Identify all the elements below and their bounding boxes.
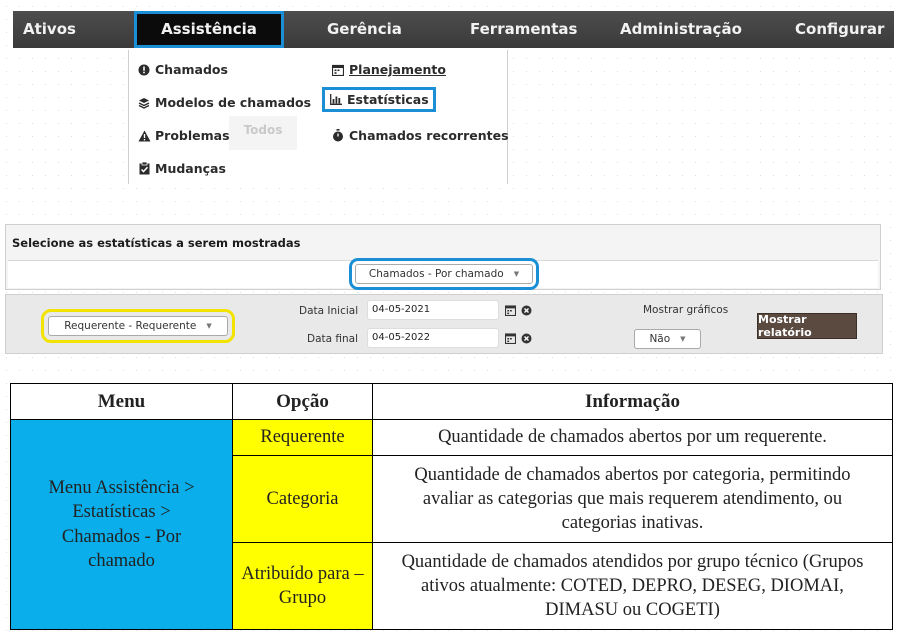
show-graphs-select[interactable] (634, 329, 701, 349)
end-date-label: Data final (307, 333, 359, 345)
header-menu: Menu (11, 384, 233, 420)
chevron-down-icon: ▼ (680, 335, 686, 343)
exclamation-circle-icon (137, 64, 151, 76)
menu-item-label: Estatísticas (347, 92, 429, 107)
chevron-down-icon: ▼ (206, 322, 212, 330)
calendar-icon[interactable] (504, 332, 516, 344)
bar-chart-icon (329, 94, 343, 105)
info-cell: Quantidade de chamados abertos por um requerente. (373, 420, 893, 456)
stopwatch-icon (331, 129, 345, 142)
stats-select-row (8, 260, 878, 288)
menu-item-problemas[interactable] (137, 128, 230, 143)
nav-tab-configurar[interactable]: Configurar (795, 20, 885, 38)
show-graphs-label: Mostrar gráficos (643, 304, 729, 316)
ghost-todos-label: Todos (229, 116, 297, 150)
menu-item-label: Planejamento (349, 62, 446, 77)
clear-date-icon[interactable] (520, 304, 532, 316)
start-date-input[interactable]: 04-05-2021 (367, 300, 499, 320)
stats-selection-panel (5, 224, 881, 290)
nav-tab-ativos[interactable]: Ativos (23, 20, 76, 38)
menu-item-label: Chamados (155, 62, 228, 77)
assistencia-dropdown-menu (128, 50, 508, 184)
option-cell: Requerente (233, 420, 373, 456)
start-date-label: Data Inicial (299, 305, 359, 317)
menu-item-mudancas[interactable] (137, 161, 226, 176)
option-cell: Atribuído para – Grupo (233, 543, 373, 630)
clear-date-icon[interactable] (520, 332, 532, 344)
menu-path-cell: Menu Assistência > Estatísticas > Chamados - Por chamado (11, 420, 233, 630)
calendar-icon (331, 64, 345, 76)
calendar-icon[interactable] (504, 304, 516, 316)
menu-item-chamados[interactable] (137, 62, 228, 77)
header-info: Informação (373, 384, 893, 420)
nav-tab-gerencia[interactable]: Gerência (327, 20, 402, 38)
criteria-value: Requerente - Requerente (64, 320, 197, 332)
report-filter-panel (5, 294, 883, 354)
statistics-info-table (10, 383, 893, 630)
nav-tab-ferramentas[interactable]: Ferramentas (470, 20, 578, 38)
table-header-row (11, 384, 893, 420)
show-report-button[interactable]: Mostrar relatório (757, 313, 857, 339)
menu-item-planejamento[interactable] (331, 62, 446, 77)
clipboard-check-icon (137, 162, 151, 175)
criteria-select[interactable] (48, 316, 228, 336)
menu-item-chamados-recorrentes[interactable] (331, 128, 509, 143)
stats-type-select[interactable] (355, 264, 533, 284)
menu-item-modelos-de-chamados[interactable] (137, 95, 311, 110)
menu-item-label: Chamados recorrentes (349, 128, 509, 143)
main-navbar (13, 11, 894, 48)
menu-item-estatisticas[interactable] (325, 90, 433, 109)
option-cell: Categoria (233, 456, 373, 543)
info-cell: Quantidade de chamados abertos por categoria, permitindo avaliar as categorias que mais requerem atendimento, ou categorias inativas. (373, 456, 893, 543)
end-date-input[interactable]: 04-05-2022 (367, 328, 499, 348)
stats-panel-title: Selecione as estatísticas a serem mostradas (12, 236, 301, 250)
show-graphs-value: Não (649, 333, 671, 345)
menu-item-label: Problemas (155, 128, 230, 143)
info-cell: Quantidade de chamados atendidos por grupo técnico (Grupos ativos atualmente: COTED, DEPRO, DESEG, DIOMAI, DIMASU ou COGETI) (373, 543, 893, 630)
menu-item-label: Mudanças (155, 161, 226, 176)
layers-icon (137, 97, 151, 109)
nav-tab-administracao[interactable]: Administração (620, 20, 742, 38)
warning-triangle-icon (137, 130, 151, 142)
menu-item-label: Modelos de chamados (155, 95, 312, 110)
nav-tab-assistencia[interactable]: Assistência (134, 11, 284, 48)
header-option: Opção (233, 384, 373, 420)
chevron-down-icon: ▼ (513, 270, 520, 278)
table-row (11, 420, 893, 456)
stats-type-value: Chamados - Por chamado (368, 268, 504, 280)
